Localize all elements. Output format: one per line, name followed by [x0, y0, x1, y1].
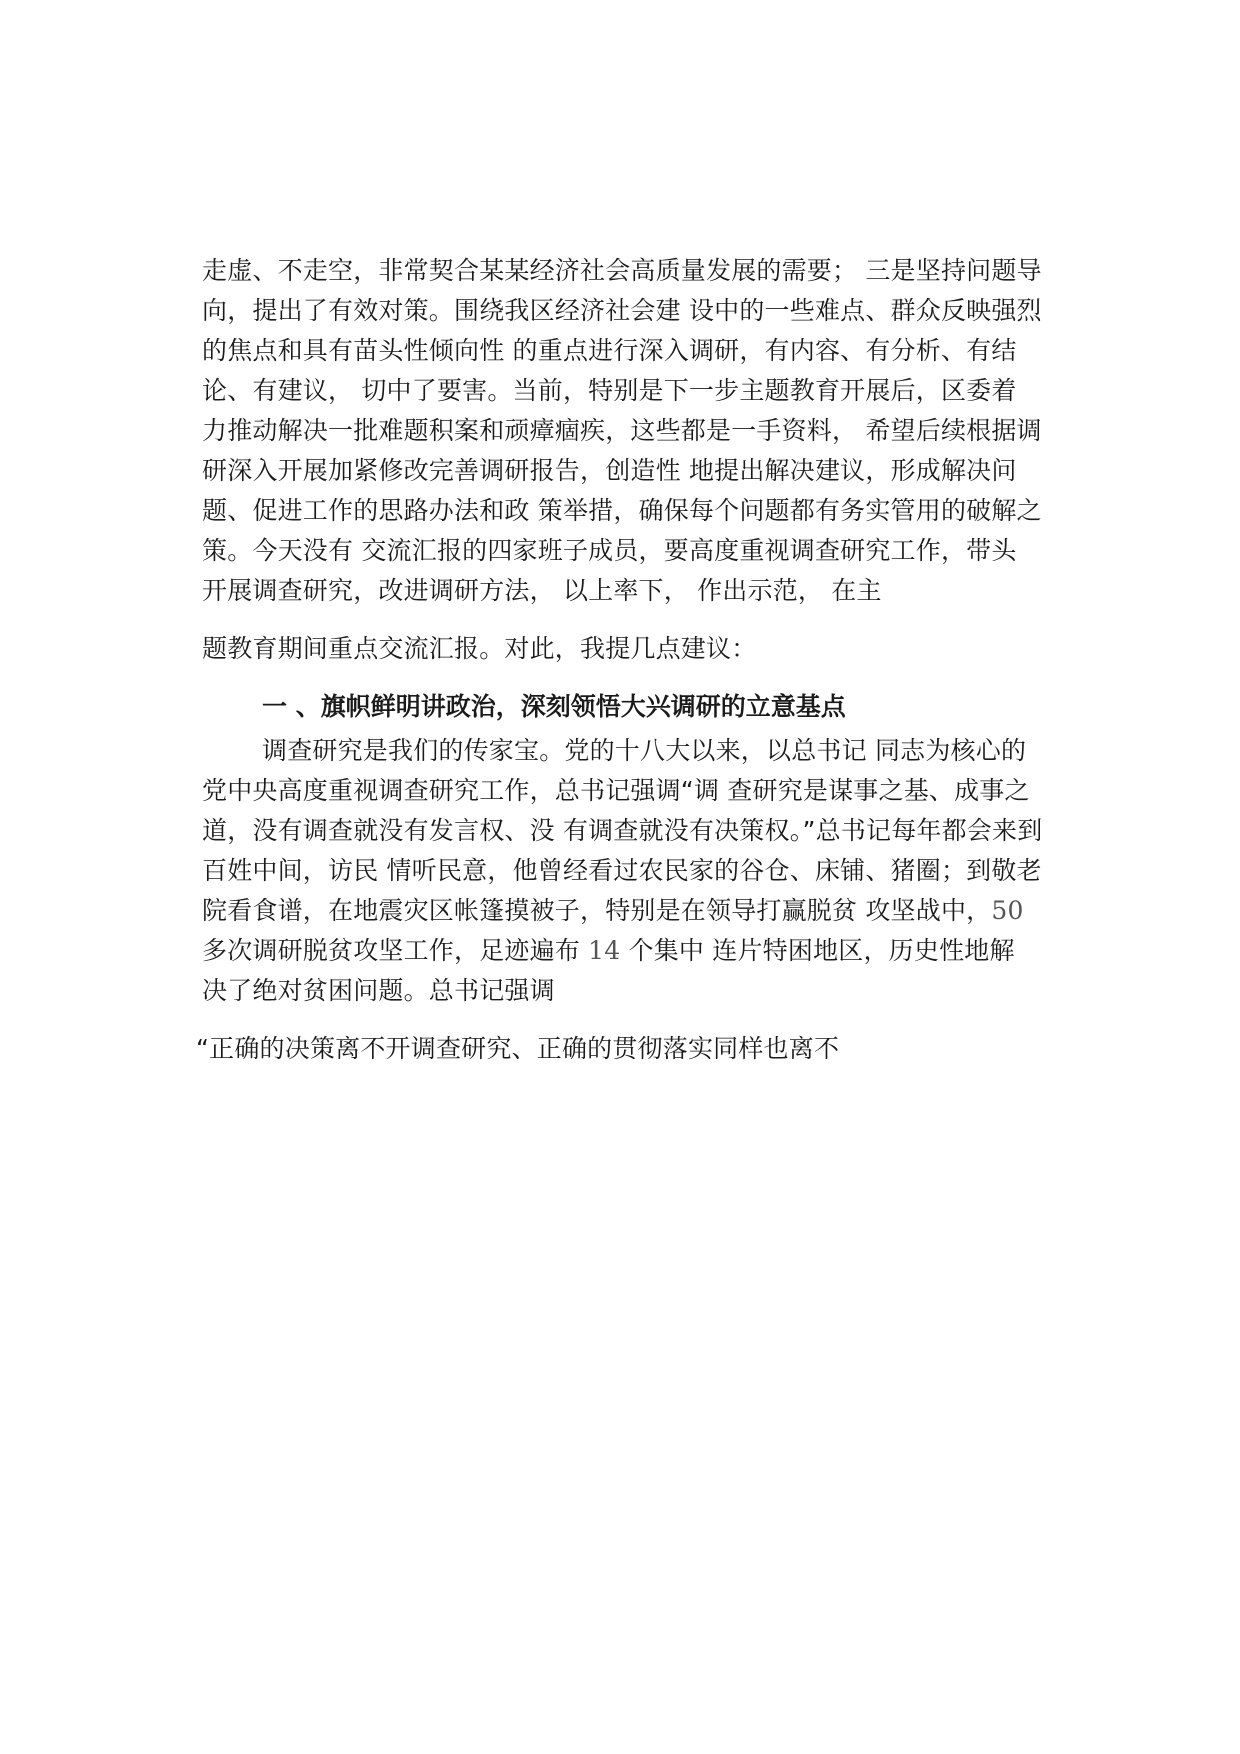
para2-line-4: 百姓中间，访民 情听民意，他曾经看过农民家的谷仓、床铺、猪圈；到敬老: [202, 856, 1042, 885]
para2-line-3: 道，没有调查就没有发言权、没 有调查就没有决策权。”总书记每年都会来到: [202, 816, 1043, 845]
para2-line-1: 调查研究是我们的传家宝。党的十八大以来，以总书记 同志为核心的: [262, 736, 1027, 765]
number-14: 14: [588, 936, 621, 965]
para2-line-5-text: 院看食谱，在地震灾区帐篷摸被子，特别是在领导打赢脱贫 攻坚战中，: [202, 896, 992, 925]
para2-line-2: 党中央高度重视调查研究工作，总书记强调“调 查研究是谋事之基、成事之: [202, 776, 1030, 805]
para2-line-6-text-b: 个集中 连片特困地区，历史性地解: [620, 936, 1015, 965]
body-line-7: 题、促进工作的思路办法和政 策举措，确保每个问题都有务实管用的破解之: [202, 496, 1042, 525]
body-line-10: 题教育期间重点交流汇报。对此，我提几点建议：: [202, 634, 757, 663]
body-line-5: 力推动解决一批难题积案和顽瘴痼疾，这些都是一手资料， 希望后续根据调: [202, 416, 1042, 445]
para2-line-5: [202, 892, 1082, 930]
body-line-1: 走虚、不走空，非常契合某某经济社会高质量发展的需要； 三是坚持问题导: [202, 256, 1042, 285]
body-line-4: 论、有建议， 切中了要害。当前，特别是下一步主题教育开展后，区委着: [202, 376, 1017, 405]
para2-line-6-text-a: 多次调研脱贫攻坚工作，足迹遍布: [202, 936, 589, 965]
body-line-8: 策。今天没有 交流汇报的四家班子成员，要高度重视调查研究工作，带头: [202, 536, 1017, 565]
para2-line-6: [202, 932, 1082, 970]
body-line-3: 的焦点和具有苗头性倾向性 的重点进行深入调研，有内容、有分析、有结: [202, 336, 1017, 365]
body-line-6: 研深入开展加紧修改完善调研报告，创造性 地提出解决建议，形成解决问: [202, 456, 1017, 485]
para2-line-8: “正确的决策离不开调查研究、正确的贯彻落实同样也离不: [196, 1034, 840, 1063]
body-line-9: 开展调查研究，改进调研方法， 以上率下， 作出示范， 在主: [202, 576, 882, 605]
para2-line-7: 决了绝对贫困问题。总书记强调: [202, 976, 555, 1005]
section-heading: 一 、旗帜鲜明讲政治，深刻领悟大兴调研的立意基点: [262, 692, 846, 721]
number-50: 50: [991, 896, 1024, 925]
body-line-2: 向，提出了有效对策。围绕我区经济社会建 设中的一些难点、群众反映强烈: [202, 296, 1042, 325]
